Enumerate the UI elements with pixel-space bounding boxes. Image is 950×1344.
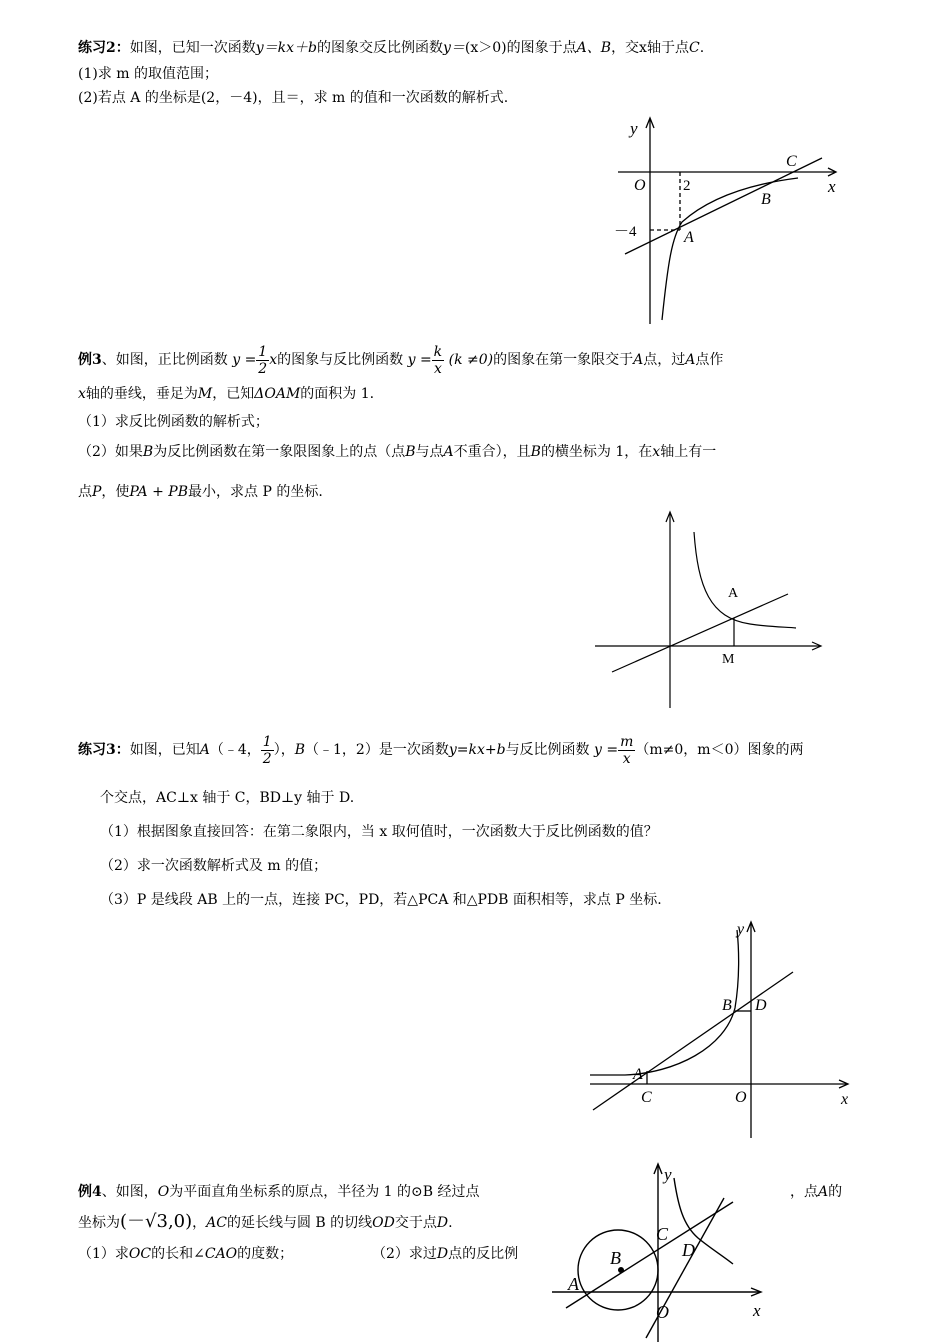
exercise2-question2: (2)若点 A 的坐标是(2，－4)，且＝，求 m 的值和一次函数的解析式. — [78, 90, 509, 106]
point-a-label: A — [633, 1066, 643, 1083]
exercise2-figure — [600, 112, 850, 332]
exercise2-question1: (1)求 m 的取值范围； — [78, 66, 219, 82]
y-axis-label: y — [664, 1165, 672, 1184]
x-axis-label: x — [828, 177, 836, 196]
example3-heading: 例3 — [78, 352, 102, 368]
point-d-label: D — [682, 1240, 695, 1260]
point-b-label: B — [761, 191, 771, 208]
origin-label: O — [634, 177, 646, 194]
point-c-label: C — [641, 1089, 652, 1106]
point-d-label: D — [755, 997, 767, 1014]
point-c-label: C — [656, 1224, 669, 1244]
x-axis-label: x — [841, 1091, 849, 1108]
example3-line2: x轴的垂线，垂足为M，已知ΔOAM的面积为 1. — [78, 386, 375, 402]
example4-question1: （1）求OC的长和∠CAO的度数； — [78, 1246, 294, 1262]
point-m-label: M — [722, 652, 735, 667]
origin-label: O — [656, 1302, 669, 1322]
fraction-k-over-x: $\frac{k}{x}$ — [433, 343, 443, 377]
example4-line1b: ，点A的 — [790, 1184, 843, 1200]
exercise3-figure — [585, 918, 855, 1140]
point-a-label: A — [568, 1274, 579, 1294]
example4-line1a: 例4、如图，O为平面直角坐标系的原点，半径为 1 的⊙B 经过点 — [78, 1184, 480, 1200]
x-axis-label: x — [753, 1301, 761, 1320]
exercise2-line1: 练习2：如图，已知一次函数y＝kx＋b的图象交反比例函数y＝(x＞0)的图象于点A、B，交x轴于点C. — [78, 40, 705, 56]
example4-question2: （2）求过D点的反比例 — [372, 1246, 519, 1262]
point-a-label: A — [684, 229, 694, 246]
example3-question2: （2）如果B为反比例函数在第一象限图象上的点（点B与点A不重合），且B的横坐标为 1，在x轴上有一 — [78, 444, 717, 460]
example3-question1: （1）求反比例函数的解析式； — [78, 414, 269, 430]
fraction-one-half: $\frac{1}{2}$ — [258, 343, 268, 377]
tick-label-neg4: －4 — [614, 224, 637, 240]
exercise3-question2: （2）求一次函数解析式及 m 的值； — [100, 858, 328, 874]
exercise2-heading: 练习2： — [78, 40, 130, 56]
point-a-label: A — [728, 586, 739, 601]
example3-question2-cont: 点P，使PA + PB最小，求点 P 的坐标. — [78, 484, 323, 500]
point-b-label: B — [722, 997, 732, 1014]
origin-label: O — [735, 1089, 747, 1106]
exercise3-question1: （1）根据图象直接回答：在第二象限内，当 x 取何值时，一次函数大于反比例函数的值？ — [100, 824, 658, 840]
example4-heading: 例4 — [78, 1184, 102, 1200]
example3-line1: 例3、如图，正比例函数 y = $\frac{1}{2}$ x的图象与反比例函数 y = $\frac{k}{x}$ (k ≠0)的图象在第一象限交于A点，过A点作 — [78, 343, 724, 377]
example3-figure — [590, 508, 830, 713]
exercise3-question3: （3）P 是线段 AB 上的一点，连接 PC，PD，若△PCA 和△PDB 面积相等，求点 P 坐标. — [100, 892, 662, 908]
point-b-label: B — [610, 1248, 621, 1268]
exercise3-line1: 练习3：如图，已知A（﹣4， $\frac{1}{2}$ ），B（﹣1，2）是一次函数y=kx+b与反比例函数 y = $\frac{m}{x}$ （m≠0，m＜0）图象的两 — [78, 733, 804, 767]
y-axis-label: y — [737, 921, 745, 938]
example4-figure — [548, 1160, 778, 1344]
y-axis-label: y — [630, 119, 638, 138]
fraction-m-over-x: $\frac{m}{x}$ — [620, 733, 634, 767]
exercise3-heading: 练习3： — [78, 742, 130, 758]
point-c-label: C — [786, 153, 797, 170]
tick-label-2: 2 — [683, 178, 691, 194]
exercise3-line2: 个交点，AC⊥x 轴于 C，BD⊥y 轴于 D. — [100, 790, 355, 806]
example4-line2: 坐标为(－√3,0)，AC的延长线与圆 B 的切线OD交于点D. — [78, 1211, 453, 1232]
fraction-one-half: $\frac{1}{2}$ — [262, 733, 272, 767]
